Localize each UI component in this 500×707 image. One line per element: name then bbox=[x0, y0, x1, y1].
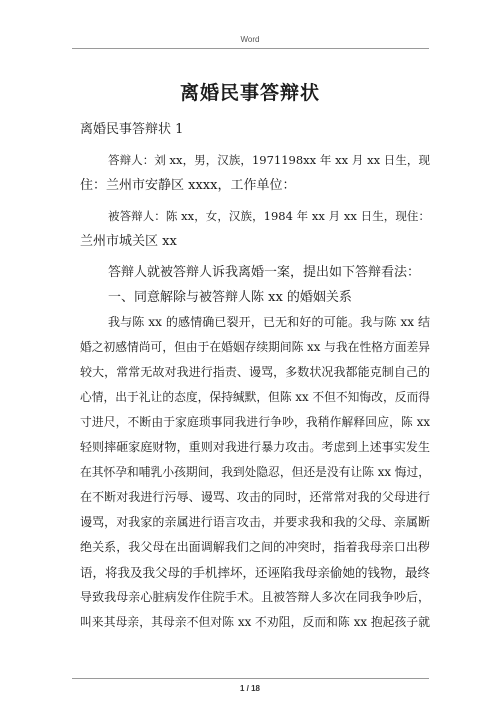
text-line: 在其怀孕和哺乳小孩期间，我到处隐忍，但还是没有让陈 xx 悔过， bbox=[80, 465, 430, 479]
text-line: 心情，出于礼让的态度，保持缄默，但陈 xx 不但不知悔改，反而得 bbox=[80, 390, 430, 404]
text-line: 婚之初感情尚可，但由于在婚姻存续期间陈 xx 与我在性格方面差异 bbox=[80, 340, 430, 354]
footer-divider bbox=[72, 678, 429, 679]
text-line: 较大，常常无故对我进行指责、谩骂，多数状况我都能克制自己的 bbox=[80, 365, 430, 379]
text-line: 绝关系，我父母在出面调解我们之间的冲突时，指着我母亲口出秽 bbox=[80, 540, 430, 554]
text-line: 在不断对我进行污辱、谩骂、攻击的同时，还常常对我的父母进行 bbox=[80, 490, 430, 504]
text-line: 被答辩人：陈 xx，女，汉族，1984 年 xx 月 xx 日生，现住： bbox=[108, 209, 430, 223]
text-line: 寸进尺，不断由于家庭琐事同我进行争吵，我稍作解释回应，陈 xx bbox=[80, 415, 430, 429]
document-title: 离婚民事答辩状 bbox=[179, 82, 320, 104]
text-line: 叫来其母亲，其母亲不但对陈 xx 不劝阻，反而和陈 xx 抱起孩子就 bbox=[80, 615, 430, 629]
section-heading: 一、同意解除与被答辩人陈 xx 的婚姻关系 bbox=[108, 290, 352, 305]
page-indicator: 1 / 18 bbox=[239, 684, 260, 693]
app-header-label: Word bbox=[240, 35, 260, 44]
section-heading: 离婚民事答辩状 1 bbox=[80, 122, 184, 137]
header-divider bbox=[72, 48, 429, 49]
text-line: 答辩人就被答辩人诉我离婚一案，提出如下答辩看法： bbox=[108, 265, 421, 280]
text-line: 导致我母亲心脏病发作住院手术。且被答辩人多次在同我争吵后， bbox=[80, 590, 430, 604]
text-line: 住：兰州市安静区 xxxx，工作单位： bbox=[80, 178, 296, 193]
text-line: 轻则摔砸家庭财物，重则对我进行暴力攻击。考虑到上述事实发生 bbox=[80, 440, 430, 454]
document-body bbox=[80, 117, 430, 635]
text-line: 兰州市城关区 xx bbox=[80, 234, 177, 249]
text-line: 语，将我及我父母的手机摔坏，还诬陷我母亲偷她的钱物，最终 bbox=[80, 565, 430, 580]
text-line: 谩骂，对我家的亲属进行语言攻击，并要求我和我的父母、亲属断 bbox=[80, 515, 430, 529]
text-line: 我与陈 xx 的感情确已裂开，已无和好的可能。我与陈 xx 结 bbox=[108, 315, 430, 329]
text-line: 答辩人：刘 xx，男，汉族，1971198xx 年 xx 月 xx 日生，现 bbox=[108, 153, 430, 167]
